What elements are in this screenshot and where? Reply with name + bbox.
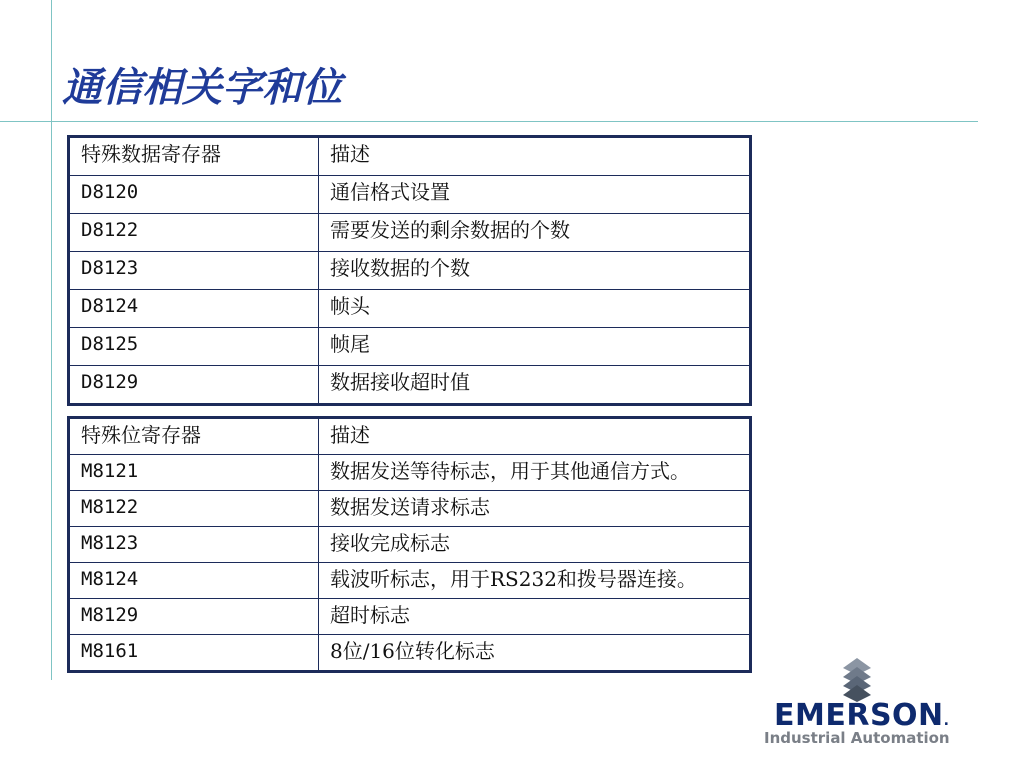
description-cell: 需要发送的剩余数据的个数 (319, 214, 751, 252)
description-cell: 数据接收超时值 (319, 366, 751, 405)
table-row (69, 290, 751, 328)
table-row (69, 176, 751, 214)
left-accent-line (51, 0, 52, 680)
table-row (69, 563, 751, 599)
slide-title: 通信相关字和位 (62, 64, 342, 111)
register-cell: D8123 (69, 252, 319, 290)
description-cell: 载波听标志，用于RS232和拨号器连接。 (319, 563, 751, 599)
description-cell: 帧尾 (319, 328, 751, 366)
header-cell-description: 描述 (319, 137, 751, 176)
table-header-row (69, 418, 751, 455)
description-cell: 帧头 (319, 290, 751, 328)
description-cell: 接收数据的个数 (319, 252, 751, 290)
emerson-diamond-icon (838, 658, 876, 702)
register-cell: D8125 (69, 328, 319, 366)
logo-subtitle: Industrial Automation (764, 729, 950, 747)
header-cell-register: 特殊数据寄存器 (69, 137, 319, 176)
table-row (69, 491, 751, 527)
title-underline (0, 121, 978, 122)
table-row (69, 635, 751, 672)
table-row (69, 599, 751, 635)
table-row (69, 455, 751, 491)
register-cell: M8161 (69, 635, 319, 672)
register-cell: M8129 (69, 599, 319, 635)
table-row (69, 328, 751, 366)
description-cell: 超时标志 (319, 599, 751, 635)
register-cell: M8122 (69, 491, 319, 527)
data-register-table (67, 135, 752, 406)
description-cell: 8位/16位转化标志 (319, 635, 751, 672)
description-cell: 数据发送请求标志 (319, 491, 751, 527)
register-cell: D8129 (69, 366, 319, 405)
table-row (69, 366, 751, 405)
table-header-row (69, 137, 751, 176)
table-row (69, 527, 751, 563)
header-cell-description: 描述 (319, 418, 751, 455)
description-cell: 接收完成标志 (319, 527, 751, 563)
register-cell: D8120 (69, 176, 319, 214)
register-cell: M8124 (69, 563, 319, 599)
table-row (69, 214, 751, 252)
table-row (69, 252, 751, 290)
register-cell: M8121 (69, 455, 319, 491)
description-cell: 通信格式设置 (319, 176, 751, 214)
header-cell-register: 特殊位寄存器 (69, 418, 319, 455)
register-cell: M8123 (69, 527, 319, 563)
register-cell: D8122 (69, 214, 319, 252)
bit-register-table (67, 416, 752, 673)
wordmark-text: EMERSON (774, 698, 944, 733)
emerson-logo (762, 658, 974, 750)
register-cell: D8124 (69, 290, 319, 328)
wordmark-dot: . (943, 713, 950, 729)
description-cell: 数据发送等待标志，用于其他通信方式。 (319, 455, 751, 491)
